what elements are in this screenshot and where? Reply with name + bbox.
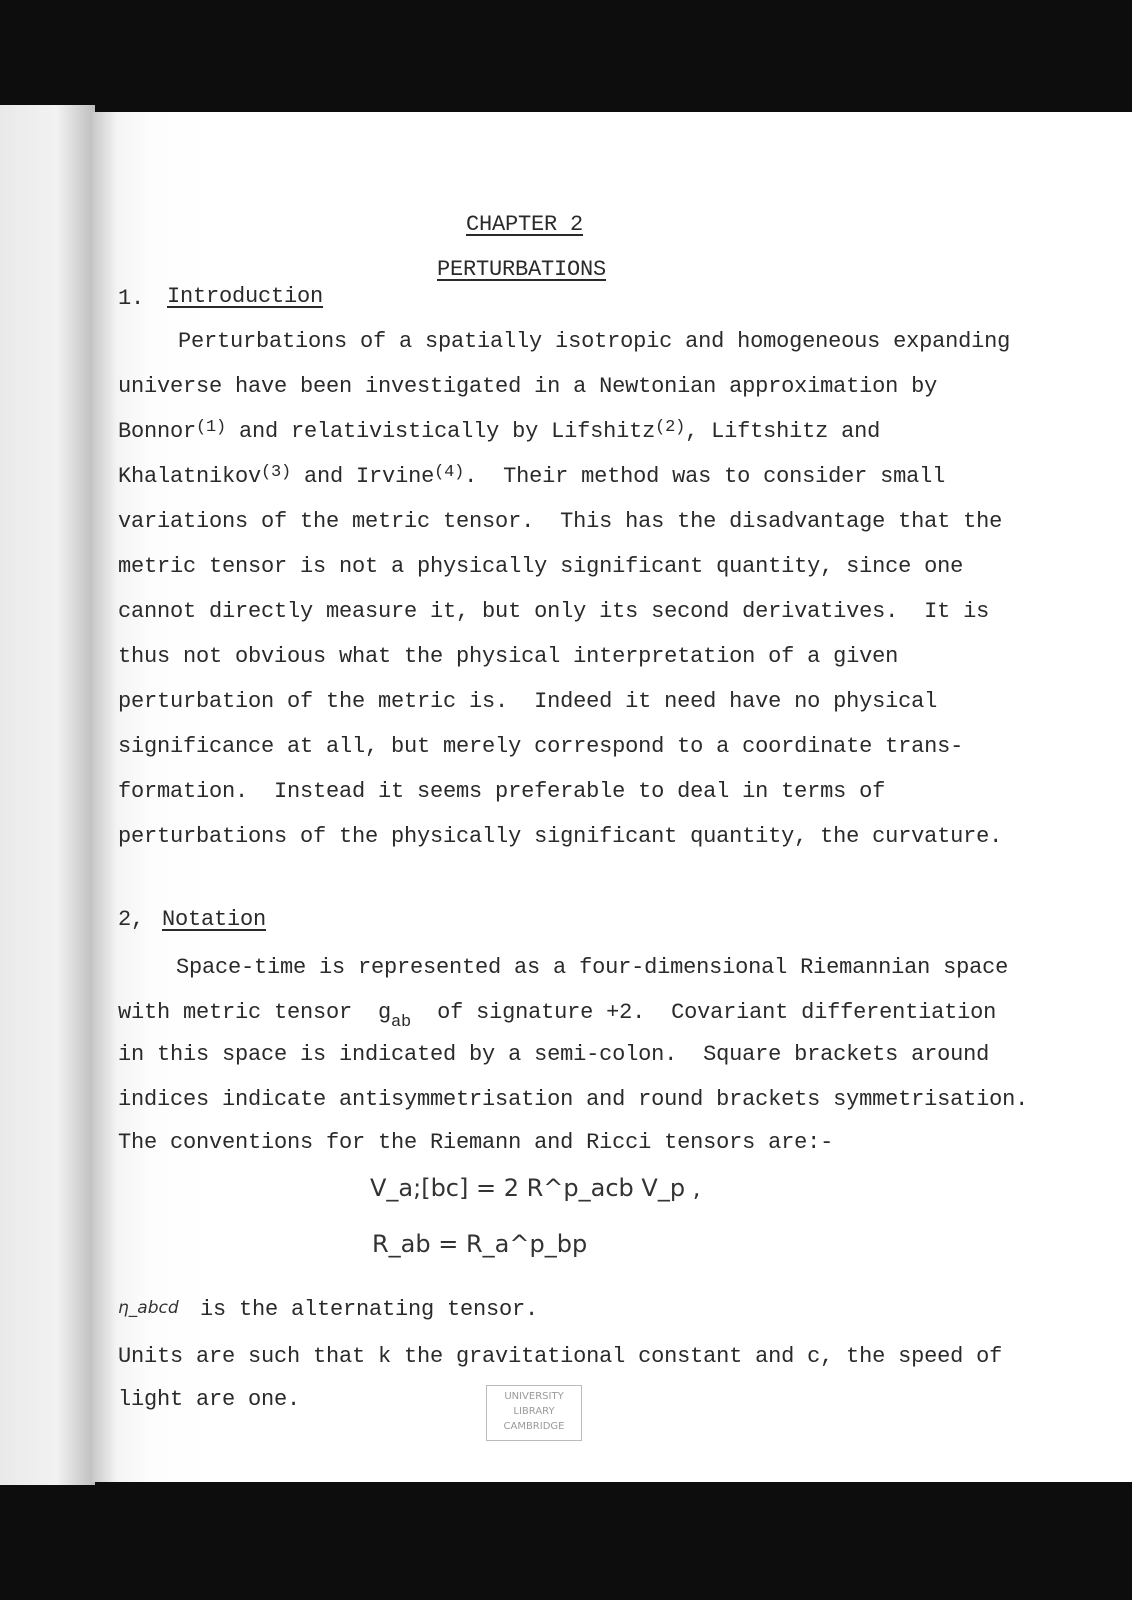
text-line <box>118 599 989 625</box>
text-line <box>176 955 1008 981</box>
chapter-heading: CHAPTER 2 <box>466 212 584 237</box>
text-segment: in this space is indicated by a semi-colon. Square brackets around <box>118 1042 990 1067</box>
text-segment: Space-time is represented as a four-dimensional Riemannian space <box>176 955 1009 980</box>
stamp-line: LIBRARY <box>513 1406 555 1417</box>
citation-superscript: (3) <box>261 463 292 482</box>
citation-superscript: (4) <box>434 463 465 482</box>
text-segment: variations of the metric tensor. This has the disadvantage that the <box>118 509 1003 534</box>
text-segment: Bonnor <box>118 419 197 444</box>
facing-page-edge <box>0 105 95 1485</box>
text-line <box>118 554 963 580</box>
text-line <box>118 824 1002 850</box>
text-segment: Perturbations of a spatially isotropic and homogeneous expanding <box>178 329 1011 354</box>
text-segment: perturbation of the metric is. Indeed it need have no physical <box>118 689 938 714</box>
text-segment: perturbations of the physically significant quantity, the curvature. <box>118 824 1003 849</box>
text-line <box>118 509 1002 535</box>
text-line <box>118 1000 997 1032</box>
equation-ricci: R_ab = R_a^p_bp <box>372 1230 588 1258</box>
text-segment: of signature +2. Covariant differentiation <box>411 1000 997 1025</box>
text-segment: . Their method was to consider small <box>464 464 946 489</box>
text-line <box>118 1387 300 1413</box>
text-segment: , Liftshitz and <box>685 419 881 444</box>
text-segment: indices indicate antisymmetrisation and round brackets symmetrisation. <box>118 1087 1029 1112</box>
text-line <box>118 374 937 400</box>
text-line <box>118 644 898 670</box>
text-line <box>118 419 880 447</box>
text-line <box>118 1344 1002 1370</box>
text-segment: Khalatnikov <box>118 464 262 489</box>
text-segment: and Irvine <box>291 464 435 489</box>
text-line <box>118 689 937 715</box>
stamp-line: CAMBRIDGE <box>503 1421 565 1432</box>
text-segment: formation. Instead it seems preferable to deal in terms of <box>118 779 886 804</box>
citation-superscript: (1) <box>196 418 227 437</box>
text-segment: with metric tensor g <box>118 1000 392 1025</box>
text-segment: light are one. <box>118 1387 301 1412</box>
text-segment: Units are such that k the gravitational constant and c, the speed of <box>118 1344 1003 1369</box>
subscript: ab <box>391 1013 412 1032</box>
chapter-title: PERTURBATIONS <box>437 257 607 282</box>
text-segment: cannot directly measure it, but only its second derivatives. It is <box>118 599 990 624</box>
section-heading-introduction: Introduction <box>167 284 324 309</box>
eta-symbol: η_abcd <box>118 1298 179 1318</box>
text-segment: is the alternating tensor. <box>200 1297 539 1322</box>
section-heading-notation: Notation <box>162 907 267 932</box>
text-line <box>118 1130 833 1156</box>
text-segment: and relativistically by Lifshitz <box>226 419 656 444</box>
text-line <box>178 329 1010 355</box>
stamp-line: UNIVERSITY <box>504 1391 564 1402</box>
text-segment: universe have been investigated in a Newtonian approximation by <box>118 374 938 399</box>
text-line <box>118 1042 989 1068</box>
text-segment: metric tensor is not a physically significant quantity, since one <box>118 554 964 579</box>
text-line <box>118 779 885 805</box>
text-line <box>118 464 945 492</box>
equation-riemann: V_a;[bc] = 2 R^p_acb V_p , <box>370 1174 701 1202</box>
text-segment: The conventions for the Riemann and Ricci tensors are:- <box>118 1130 834 1155</box>
citation-superscript: (2) <box>655 418 686 437</box>
section-number: 1. <box>118 286 145 311</box>
text-segment: thus not obvious what the physical interpretation of a given <box>118 644 899 669</box>
section-number: 2, <box>118 907 145 932</box>
text-line <box>200 1297 538 1323</box>
text-line <box>118 734 963 760</box>
text-segment: significance at all, but merely correspond to a coordinate trans- <box>118 734 964 759</box>
text-line <box>118 1087 1028 1113</box>
library-stamp <box>486 1385 582 1441</box>
